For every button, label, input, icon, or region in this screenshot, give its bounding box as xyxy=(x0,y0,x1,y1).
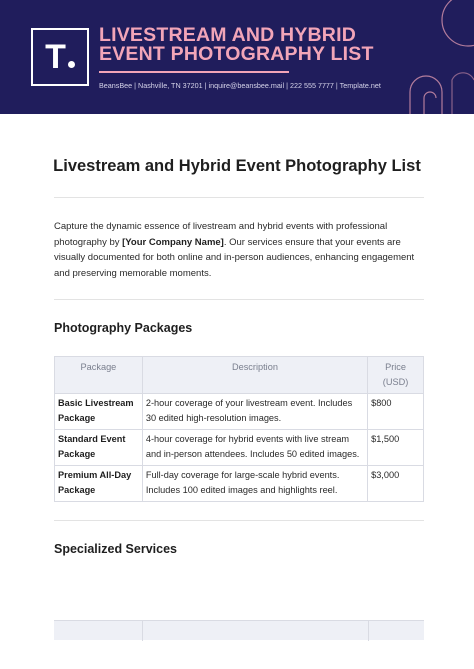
document-title: Livestream and Hybrid Event Photography List xyxy=(53,157,421,175)
divider xyxy=(54,197,424,198)
intro-text: Capture the dynamic essence of livestream and hybrid events with professional photography by xyxy=(54,221,388,248)
column-header-package: Package xyxy=(55,357,143,394)
divider xyxy=(54,520,424,521)
package-name: Standard Event Package xyxy=(55,430,143,466)
table-row xyxy=(55,466,424,502)
package-description: 2-hour coverage of your livestream event. Includes 30 edited high-resolution images. xyxy=(142,394,367,430)
title-underline xyxy=(99,71,289,73)
table-header-row xyxy=(55,357,424,394)
package-name: Basic Livestream Package xyxy=(55,394,143,430)
company-name-placeholder: [Your Company Name] xyxy=(122,236,224,248)
logo-mark xyxy=(33,30,87,84)
header-title: LIVESTREAM AND HYBRID EVENT PHOTOGRAPHY LIST xyxy=(99,24,374,65)
intro-text-end: . Our services ensure that your events are visually documented for both online and in-person audiences, enhancing engagement and preserving memorable moments. xyxy=(54,236,415,279)
section-heading-packages: Photography Packages xyxy=(54,321,193,335)
package-name: Premium All-Day Package xyxy=(55,466,143,502)
intro-paragraph xyxy=(54,219,426,281)
column-header-price: Price (USD) xyxy=(368,357,424,394)
contact-line: BeansBee | Nashville, TN 37201 | inquire@beansbee.mail | 222 555 7777 | Template.net xyxy=(99,81,381,90)
column-header-description: Description xyxy=(142,357,367,394)
column-divider xyxy=(368,621,369,641)
package-description: Full-day coverage for large-scale hybrid events. Includes 100 edited images and highlights reel. xyxy=(142,466,367,502)
package-price: $1,500 xyxy=(368,430,424,466)
section-heading-services: Specialized Services xyxy=(54,542,177,556)
column-divider xyxy=(142,621,143,641)
decorative-arcs xyxy=(380,0,474,114)
divider xyxy=(54,299,424,300)
package-price: $3,000 xyxy=(368,466,424,502)
logo-letter: T xyxy=(45,38,66,76)
package-description: 4-hour coverage for hybrid events with live stream and in-person attendees. Includes 50 edited images. xyxy=(142,430,367,466)
package-price: $800 xyxy=(368,394,424,430)
table-row xyxy=(55,394,424,430)
logo-dot xyxy=(68,61,75,68)
table-row xyxy=(55,430,424,466)
services-table xyxy=(54,620,424,640)
packages-table xyxy=(54,356,424,502)
header-banner xyxy=(0,0,474,114)
logo xyxy=(31,28,89,86)
